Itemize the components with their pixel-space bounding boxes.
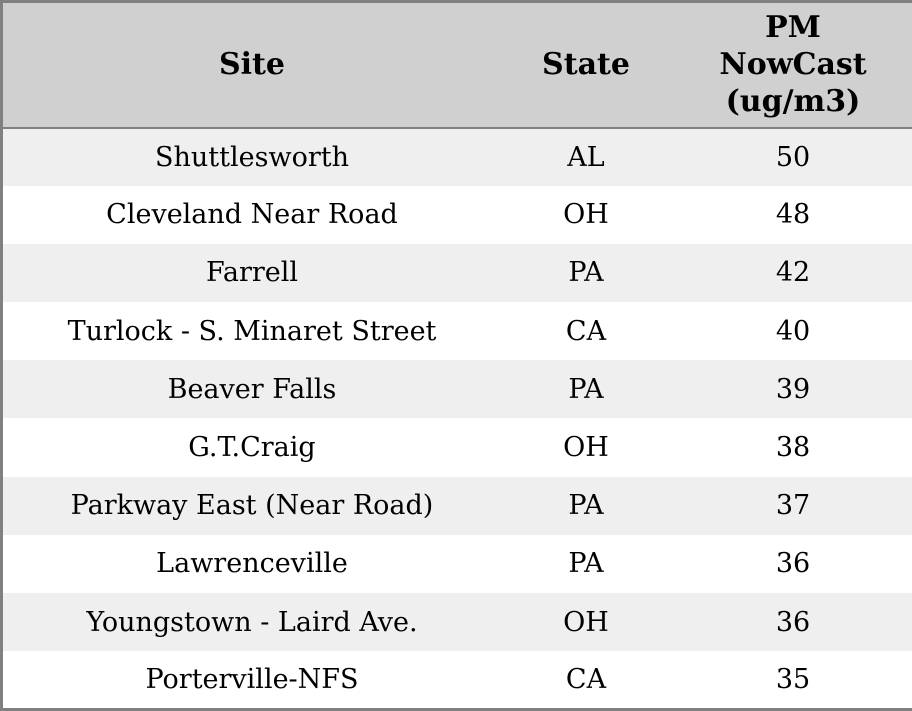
column-header-state: State: [501, 2, 671, 128]
pm-value-cell: 38: [775, 432, 811, 464]
state-cell: AL: [567, 141, 605, 173]
pm-value-cell: 35: [775, 664, 811, 696]
state-cell: PA: [568, 490, 604, 522]
state-cell: PA: [568, 373, 604, 405]
header-row: [2, 2, 912, 128]
table-row: [2, 477, 912, 535]
table-row: [2, 593, 912, 651]
table-row: [2, 418, 912, 476]
site-cell: Youngstown - Laird Ave.: [86, 606, 418, 638]
pm-nowcast-header-label: PM NowCast (ug/m3): [719, 10, 867, 120]
site-cell: G.T.Craig: [188, 432, 316, 464]
state-cell: OH: [563, 199, 609, 231]
site-cell: Farrell: [205, 257, 299, 289]
state-cell: PA: [568, 257, 604, 289]
pm-value-cell: 40: [775, 315, 811, 347]
table-row: [2, 651, 912, 709]
site-cell: Beaver Falls: [167, 373, 337, 405]
table-row: [2, 186, 912, 244]
table-row: [2, 302, 912, 360]
pm-value-cell: 36: [775, 548, 811, 580]
site-cell: Turlock - S. Minaret Street: [67, 315, 437, 347]
state-cell: CA: [565, 664, 607, 696]
state-cell: PA: [568, 548, 604, 580]
table-row: [2, 244, 912, 302]
column-header-pm-nowcast: [671, 2, 912, 128]
site-cell: Lawrenceville: [156, 548, 348, 580]
pm-value-cell: 50: [775, 141, 811, 173]
site-cell: Shuttlesworth: [155, 141, 349, 173]
site-cell: Cleveland Near Road: [106, 199, 398, 231]
pm-value-cell: 48: [775, 199, 811, 231]
pm-value-cell: 36: [775, 606, 811, 638]
table-row: [2, 128, 912, 186]
table-row: [2, 535, 912, 593]
pm-value-cell: 37: [775, 490, 811, 522]
table-row: [2, 360, 912, 418]
table-body: [2, 128, 912, 710]
state-cell: CA: [565, 315, 607, 347]
pm-value-cell: 39: [775, 373, 811, 405]
table-header: [2, 2, 912, 128]
state-cell: OH: [563, 606, 609, 638]
pm-value-cell: 42: [775, 257, 811, 289]
column-header-site: Site: [2, 2, 502, 128]
state-cell: OH: [563, 432, 609, 464]
site-cell: Parkway East (Near Road): [70, 490, 434, 522]
site-cell: Porterville-NFS: [145, 664, 359, 696]
